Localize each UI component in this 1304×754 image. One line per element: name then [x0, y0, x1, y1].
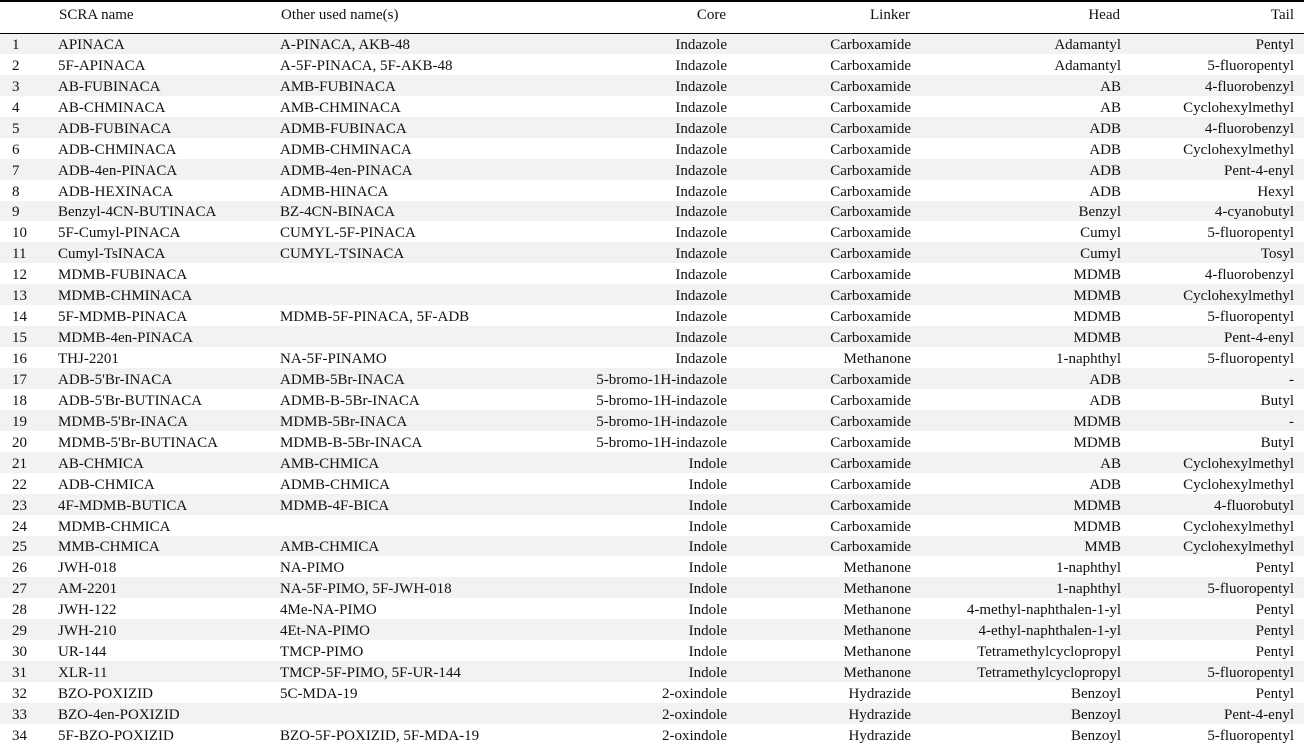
table-row: [0, 619, 1304, 640]
cell-core: 2-oxindole: [662, 686, 727, 702]
cell-head: ADB: [1089, 183, 1121, 200]
cell-other-names: [280, 515, 575, 536]
cell-tail: Butyl: [1260, 392, 1294, 409]
cell-scra-name: ADB-5'Br-INACA: [58, 371, 173, 388]
cell-scra-name: MDMB-FUBINACA: [58, 267, 188, 284]
cell-other-names: 4Et-NA-PIMO: [280, 623, 370, 640]
cell-index: 31: [12, 665, 27, 682]
cell-linker: Carboxamide: [830, 539, 911, 556]
cell-index: 15: [12, 330, 27, 347]
cell-linker: Carboxamide: [830, 141, 911, 158]
cell-head: 4-ethyl-naphthalen-1-yl: [978, 623, 1121, 640]
cell-head: Cumyl: [1080, 225, 1121, 242]
cell-index: 27: [12, 581, 27, 598]
table-row: [0, 159, 1304, 180]
cell-tail: Cyclohexylmethyl: [1183, 455, 1294, 472]
cell-scra-name: APINACA: [58, 36, 125, 53]
cell-index: 9: [12, 204, 20, 221]
cell-linker: Methanone: [843, 351, 911, 367]
cell-other-names: AMB-CHMINACA: [280, 99, 401, 116]
cell-core: 5-bromo-1H-indazole: [596, 392, 727, 409]
cell-scra-name: AB-FUBINACA: [58, 78, 161, 95]
cell-other-names: NA-5F-PIMO, 5F-JWH-018: [280, 581, 452, 598]
cell-other-names: TMCP-PIMO: [280, 644, 364, 661]
cell-index: 24: [12, 518, 27, 535]
cell-tail: Pentyl: [1255, 560, 1294, 577]
cell-linker: Carboxamide: [830, 497, 911, 514]
cell-scra-name: AM-2201: [58, 581, 118, 598]
cell-core: 5-bromo-1H-indazole: [596, 371, 727, 388]
cell-head: Benzyl: [1078, 204, 1121, 221]
table-row: [0, 703, 1304, 724]
cell-index: 22: [12, 476, 27, 493]
cell-head: MDMB: [1073, 330, 1121, 347]
cell-index: 12: [12, 267, 27, 284]
cell-scra-name: THJ-2201: [58, 351, 119, 367]
cell-linker: Carboxamide: [830, 434, 911, 451]
cell-head: ADB: [1089, 371, 1121, 388]
cell-other-names: ADMB-B-5Br-INACA: [280, 392, 420, 409]
table-row: [0, 326, 1304, 347]
cell-other-names: CUMYL-TSINACA: [280, 246, 405, 263]
cell-index: 13: [12, 288, 27, 305]
header-tail: Tail: [1121, 1, 1304, 33]
cell-core: Indole: [688, 497, 727, 514]
cell-core: Indole: [688, 476, 727, 493]
cell-core: 5-bromo-1H-indazole: [596, 434, 727, 451]
cell-tail: Cyclohexylmethyl: [1183, 518, 1294, 535]
cell-core: Indazole: [675, 204, 727, 221]
cell-scra-name: ADB-FUBINACA: [58, 120, 172, 137]
cell-scra-name: AB-CHMICA: [58, 455, 144, 472]
cell-index: 10: [12, 225, 27, 242]
cell-core: Indole: [688, 560, 727, 577]
cell-scra-name: 5F-APINACA: [58, 57, 146, 74]
table-row: [0, 556, 1304, 577]
cell-linker: Methanone: [843, 644, 911, 661]
cell-other-names: [280, 263, 575, 284]
cell-scra-name: 4F-MDMB-BUTICA: [58, 497, 188, 514]
cell-head: MDMB: [1073, 518, 1121, 535]
cell-linker: Hydrazide: [848, 706, 911, 723]
cell-index: 5: [12, 120, 20, 137]
cell-linker: Carboxamide: [830, 99, 911, 116]
cell-other-names: [280, 326, 575, 347]
cell-core: Indole: [688, 644, 727, 661]
cell-other-names: AMB-FUBINACA: [280, 78, 396, 95]
cell-linker: Carboxamide: [830, 57, 911, 74]
cell-head: ADB: [1089, 162, 1121, 179]
cell-linker: Carboxamide: [830, 36, 911, 53]
cell-linker: Hydrazide: [848, 686, 911, 702]
table-row: [0, 33, 1304, 54]
cell-linker: Methanone: [843, 560, 911, 577]
cell-linker: Methanone: [843, 581, 911, 598]
cell-index: 20: [12, 434, 27, 451]
cell-head: MDMB: [1073, 497, 1121, 514]
table-row: [0, 201, 1304, 222]
cell-core: Indole: [688, 539, 727, 556]
table-row: [0, 682, 1304, 703]
cell-tail: Pent-4-enyl: [1224, 162, 1294, 179]
table-row: [0, 452, 1304, 473]
cell-other-names: NA-PIMO: [280, 560, 345, 577]
cell-head: AB: [1100, 99, 1121, 116]
cell-scra-name: Benzyl-4CN-BUTINACA: [58, 204, 217, 221]
cell-other-names: CUMYL-5F-PINACA: [280, 225, 416, 242]
cell-head: MMB: [1084, 539, 1121, 556]
cell-head: 4-methyl-naphthalen-1-yl: [966, 602, 1121, 619]
cell-core: Indazole: [675, 99, 727, 116]
cell-scra-name: ADB-CHMINACA: [58, 141, 177, 158]
cell-core: Indazole: [675, 246, 727, 263]
cell-other-names: MDMB-5F-PINACA, 5F-ADB: [280, 309, 470, 326]
cell-index: 33: [12, 706, 27, 723]
cell-linker: Carboxamide: [830, 183, 911, 200]
cell-core: Indole: [688, 665, 727, 682]
cell-index: 19: [12, 413, 27, 430]
cell-core: Indazole: [675, 120, 727, 137]
cell-tail: Cyclohexylmethyl: [1183, 288, 1294, 305]
cell-scra-name: MDMB-CHMINACA: [58, 288, 193, 305]
cell-core: Indazole: [675, 78, 727, 95]
cell-tail: 5-fluoropentyl: [1207, 351, 1294, 367]
cell-other-names: ADMB-FUBINACA: [280, 120, 407, 137]
cell-scra-name: UR-144: [58, 644, 107, 661]
header-core: Core: [575, 1, 727, 33]
cell-head: Benzoyl: [1071, 706, 1121, 723]
cell-tail: 5-fluoropentyl: [1207, 581, 1294, 598]
cell-scra-name: JWH-122: [58, 602, 117, 619]
header-index: [0, 1, 58, 33]
cell-other-names: ADMB-HINACA: [280, 183, 389, 200]
cell-core: Indazole: [675, 141, 727, 158]
cell-head: MDMB: [1073, 413, 1121, 430]
cell-core: Indazole: [675, 309, 727, 326]
cell-tail: Pentyl: [1255, 623, 1294, 640]
cell-core: Indazole: [675, 57, 727, 74]
cell-tail: 5-fluoropentyl: [1207, 57, 1294, 74]
cell-other-names: A-5F-PINACA, 5F-AKB-48: [280, 57, 453, 74]
cell-other-names: [280, 284, 575, 305]
cell-tail: Hexyl: [1257, 183, 1294, 200]
cell-scra-name: Cumyl-TsINACA: [58, 246, 166, 263]
cell-other-names: 4Me-NA-PIMO: [280, 602, 377, 619]
cell-other-names: AMB-CHMICA: [280, 539, 380, 556]
cell-tail: 4-fluorobenzyl: [1204, 120, 1294, 137]
cell-core: Indazole: [675, 330, 727, 347]
cell-other-names: NA-5F-PINAMO: [280, 351, 387, 367]
cell-index: 29: [12, 623, 27, 640]
cell-scra-name: 5F-MDMB-PINACA: [58, 309, 188, 326]
cell-index: 16: [12, 351, 27, 367]
cell-head: ADB: [1089, 476, 1121, 493]
cell-linker: Carboxamide: [830, 288, 911, 305]
cell-other-names: MDMB-B-5Br-INACA: [280, 434, 423, 451]
table-row: [0, 724, 1304, 745]
cell-linker: Carboxamide: [830, 162, 911, 179]
cell-index: 21: [12, 455, 27, 472]
cell-tail: Butyl: [1260, 434, 1294, 451]
table-row: [0, 389, 1304, 410]
table-row: [0, 221, 1304, 242]
cell-head: ADB: [1089, 120, 1121, 137]
cell-core: Indazole: [675, 288, 727, 305]
cell-other-names: MDMB-4F-BICA: [280, 497, 390, 514]
cell-tail: -: [1289, 413, 1294, 430]
cell-other-names: TMCP-5F-PIMO, 5F-UR-144: [280, 665, 461, 682]
cell-other-names: ADMB-CHMINACA: [280, 141, 412, 158]
table-row: [0, 54, 1304, 75]
cell-index: 28: [12, 602, 27, 619]
cell-other-names: MDMB-5Br-INACA: [280, 413, 408, 430]
cell-head: Adamantyl: [1054, 57, 1121, 74]
cell-tail: Pent-4-enyl: [1224, 330, 1294, 347]
cell-scra-name: BZO-POXIZID: [58, 686, 153, 702]
cell-core: Indole: [688, 455, 727, 472]
cell-head: AB: [1100, 78, 1121, 95]
cell-tail: Cyclohexylmethyl: [1183, 476, 1294, 493]
cell-tail: Pentyl: [1255, 644, 1294, 661]
cell-scra-name: ADB-HEXINACA: [58, 183, 173, 200]
cell-linker: Carboxamide: [830, 455, 911, 472]
cell-linker: Methanone: [843, 602, 911, 619]
cell-scra-name: ADB-5'Br-BUTINACA: [58, 392, 203, 409]
cell-scra-name: MMB-CHMICA: [58, 539, 160, 556]
cell-tail: 5-fluoropentyl: [1207, 309, 1294, 326]
cell-index: 1: [12, 36, 20, 53]
table-row: [0, 577, 1304, 598]
cell-linker: Carboxamide: [830, 371, 911, 388]
cell-linker: Carboxamide: [830, 330, 911, 347]
cell-head: Cumyl: [1080, 246, 1121, 263]
cell-head: 1-naphthyl: [1056, 560, 1121, 577]
cell-linker: Carboxamide: [830, 518, 911, 535]
cell-tail: 4-fluorobenzyl: [1204, 267, 1294, 284]
cell-tail: Pent-4-enyl: [1224, 706, 1294, 723]
cell-tail: 5-fluoropentyl: [1207, 727, 1294, 744]
table-row: [0, 536, 1304, 557]
cell-other-names: ADMB-5Br-INACA: [280, 371, 405, 388]
cell-head: Benzoyl: [1071, 727, 1121, 744]
cell-tail: Cyclohexylmethyl: [1183, 99, 1294, 116]
table-row: [0, 242, 1304, 263]
cell-scra-name: JWH-210: [58, 623, 117, 640]
table-row: [0, 431, 1304, 452]
cell-head: ADB: [1089, 392, 1121, 409]
header-head: Head: [911, 1, 1121, 33]
cell-index: 18: [12, 392, 27, 409]
cell-head: ADB: [1089, 141, 1121, 158]
cell-core: Indole: [688, 602, 727, 619]
cell-index: 4: [12, 99, 20, 116]
cell-linker: Carboxamide: [830, 392, 911, 409]
header-linker: Linker: [727, 1, 911, 33]
cell-scra-name: ADB-4en-PINACA: [58, 162, 178, 179]
cell-index: 3: [12, 78, 20, 95]
cell-scra-name: 5F-BZO-POXIZID: [58, 727, 174, 744]
cell-scra-name: ADB-CHMICA: [58, 476, 155, 493]
cell-index: 2: [12, 57, 20, 74]
cell-tail: Pentyl: [1255, 686, 1294, 702]
cell-scra-name: MDMB-5'Br-BUTINACA: [58, 434, 218, 451]
cell-head: 1-naphthyl: [1056, 581, 1121, 598]
table-row: [0, 661, 1304, 682]
table-row: [0, 75, 1304, 96]
table-row: [0, 494, 1304, 515]
cell-scra-name: XLR-11: [58, 665, 108, 682]
cell-head: MDMB: [1073, 309, 1121, 326]
cell-tail: Cyclohexylmethyl: [1183, 539, 1294, 556]
cell-tail: 4-fluorobenzyl: [1204, 78, 1294, 95]
cell-core: Indazole: [675, 351, 727, 367]
cell-scra-name: MDMB-CHMICA: [58, 518, 171, 535]
cell-tail: 4-cyanobutyl: [1214, 204, 1294, 221]
table-row: [0, 117, 1304, 138]
cell-linker: Carboxamide: [830, 204, 911, 221]
table-row: [0, 347, 1304, 368]
cell-core: 2-oxindole: [662, 727, 727, 744]
cell-linker: Methanone: [843, 665, 911, 682]
cell-head: MDMB: [1073, 267, 1121, 284]
cell-tail: -: [1289, 371, 1294, 388]
table-row: [0, 473, 1304, 494]
cell-index: 30: [12, 644, 27, 661]
cell-head: Adamantyl: [1054, 36, 1121, 53]
table-row: [0, 640, 1304, 661]
cell-scra-name: AB-CHMINACA: [58, 99, 166, 116]
cell-index: 32: [12, 686, 27, 702]
cell-index: 6: [12, 141, 20, 158]
cell-other-names: ADMB-CHMICA: [280, 476, 391, 493]
cell-linker: Carboxamide: [830, 246, 911, 263]
cell-core: Indazole: [675, 36, 727, 53]
header-scra-name: SCRA name: [58, 1, 280, 33]
table-row: [0, 410, 1304, 431]
cell-scra-name: 5F-Cumyl-PINACA: [58, 225, 181, 242]
cell-core: 2-oxindole: [662, 706, 727, 723]
cell-tail: Cyclohexylmethyl: [1183, 141, 1294, 158]
cell-head: 1-naphthyl: [1056, 351, 1121, 367]
cell-index: 17: [12, 371, 27, 388]
cell-linker: Methanone: [843, 623, 911, 640]
cell-other-names: 5C-MDA-19: [280, 686, 358, 702]
table-row: [0, 598, 1304, 619]
cell-index: 7: [12, 162, 20, 179]
cell-core: Indazole: [675, 162, 727, 179]
table-header-row: [0, 1, 1304, 33]
table-row: [0, 284, 1304, 305]
table-row: [0, 515, 1304, 536]
table-row: [0, 138, 1304, 159]
cell-scra-name: MDMB-4en-PINACA: [58, 330, 193, 347]
cell-linker: Hydrazide: [848, 727, 911, 744]
cell-linker: Carboxamide: [830, 267, 911, 284]
cell-core: Indole: [688, 518, 727, 535]
cell-head: MDMB: [1073, 288, 1121, 305]
cell-linker: Carboxamide: [830, 413, 911, 430]
cell-core: Indazole: [675, 225, 727, 242]
cell-tail: 4-fluorobutyl: [1214, 497, 1294, 514]
cell-index: 14: [12, 309, 27, 326]
cell-tail: Pentyl: [1255, 36, 1294, 53]
cell-index: 11: [12, 246, 27, 263]
table-row: [0, 305, 1304, 326]
cell-head: AB: [1100, 455, 1121, 472]
cell-tail: 5-fluoropentyl: [1207, 225, 1294, 242]
cell-scra-name: JWH-018: [58, 560, 117, 577]
table-row: [0, 368, 1304, 389]
cell-linker: Carboxamide: [830, 476, 911, 493]
cell-core: Indazole: [675, 267, 727, 284]
cell-scra-name: MDMB-5'Br-INACA: [58, 413, 188, 430]
cell-tail: Pentyl: [1255, 602, 1294, 619]
cell-core: Indole: [688, 581, 727, 598]
cell-other-names: [280, 703, 575, 724]
cell-head: MDMB: [1073, 434, 1121, 451]
cell-other-names: BZ-4CN-BINACA: [280, 204, 395, 221]
cell-tail: Tosyl: [1260, 246, 1294, 263]
cell-other-names: AMB-CHMICA: [280, 455, 380, 472]
table-row: [0, 180, 1304, 201]
cell-index: 23: [12, 497, 27, 514]
cell-index: 8: [12, 183, 20, 200]
table-row: [0, 96, 1304, 117]
cell-other-names: A-PINACA, AKB-48: [280, 36, 411, 53]
cell-core: 5-bromo-1H-indazole: [596, 413, 727, 430]
cell-head: Tetramethylcyclopropyl: [977, 665, 1121, 682]
cell-head: Tetramethylcyclopropyl: [977, 644, 1121, 661]
cell-linker: Carboxamide: [830, 120, 911, 137]
cell-other-names: BZO-5F-POXIZID, 5F-MDA-19: [280, 727, 480, 744]
cell-linker: Carboxamide: [830, 78, 911, 95]
cell-linker: Carboxamide: [830, 309, 911, 326]
cell-index: 26: [12, 560, 27, 577]
table-row: [0, 263, 1304, 284]
cell-head: Benzoyl: [1071, 686, 1121, 702]
cell-index: 25: [12, 539, 27, 556]
cell-core: Indazole: [675, 183, 727, 200]
cell-core: Indole: [688, 623, 727, 640]
header-other-names: Other used name(s): [280, 1, 575, 33]
cell-scra-name: BZO-4en-POXIZID: [58, 706, 180, 723]
cell-other-names: ADMB-4en-PINACA: [280, 162, 413, 179]
table-body: [0, 33, 1304, 745]
cell-tail: 5-fluoropentyl: [1207, 665, 1294, 682]
cell-linker: Carboxamide: [830, 225, 911, 242]
cell-index: 34: [12, 727, 27, 744]
